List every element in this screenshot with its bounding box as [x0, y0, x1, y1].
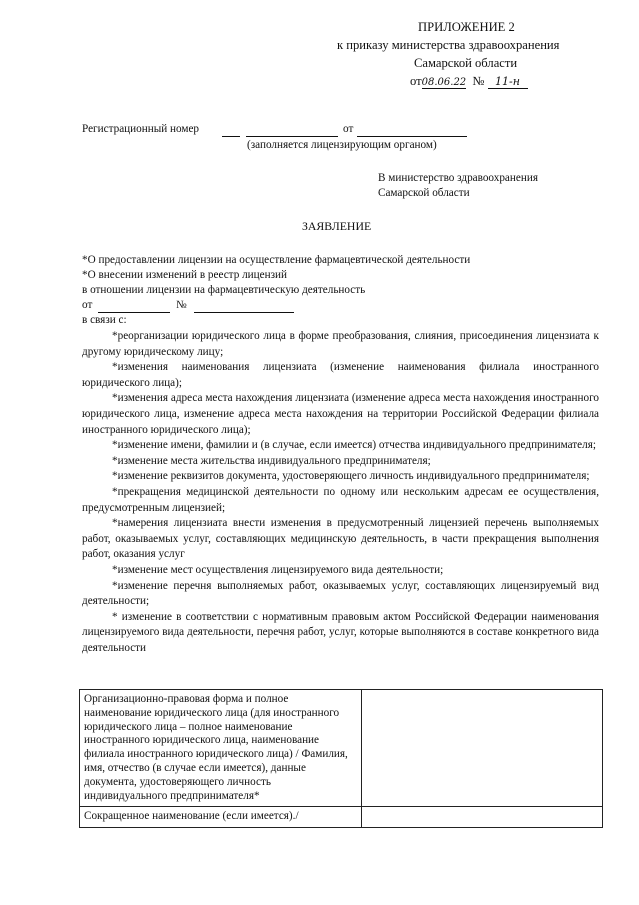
- addressee-line-1: В министерство здравоохранения: [378, 172, 538, 184]
- registration-date-blank[interactable]: [357, 136, 467, 137]
- table-row: [80, 690, 603, 807]
- reason-item: *изменения наименования лицензиата (изменение наименования филиала иностранного юридического лица);: [82, 361, 599, 389]
- reason-item: *прекращения медицинской деятельности по одному или нескольким адресам ее осуществления, предусмотренным лицензией;: [82, 485, 599, 514]
- addressee-line-2: Самарской области: [378, 187, 470, 199]
- reason-item: *изменение мест осуществления лицензируемого вида деятельности;: [112, 563, 444, 576]
- registration-number-blank-1[interactable]: [222, 136, 240, 137]
- registration-number-blank-2[interactable]: [246, 136, 338, 137]
- reason-item: *изменение перечня выполняемых работ, оказываемых услуг, составляющих лицензируемый вид деятельности;: [82, 579, 599, 608]
- document-title: ЗАЯВЛЕНИЕ: [302, 219, 372, 233]
- reason-item: *реорганизации юридического лица в форме преобразования, слияния, присоединения лицензиата к другому юридическому лицу;: [82, 330, 599, 358]
- reason-item: *изменение имени, фамилии и (в случае, если имеется) отчества индивидуального предпринимателя;: [112, 439, 596, 452]
- handwritten-number: 11-н: [488, 75, 528, 89]
- appendix-date-line: [410, 74, 528, 89]
- intro-line-registry-change: *О внесении изменений в реестр лицензий: [82, 269, 287, 281]
- short-name-label: Сокращенное наименование (если имеется)./: [80, 807, 362, 828]
- appendix-title: ПРИЛОЖЕНИЕ 2: [418, 20, 515, 34]
- number-prefix: №: [472, 74, 485, 88]
- license-number-blank[interactable]: [194, 312, 294, 313]
- license-from-label: от: [82, 299, 93, 311]
- reason-item: *изменение реквизитов документа, удостоверяющего личность индивидуального предпринимателя;: [112, 470, 590, 483]
- reason-item: * изменение в соответствии с нормативным правовым актом Российской Федерации наименования лицензируемого вида деятельности, перечня работ, услуг, которые выполняются в составе конкретного вида деятельности: [82, 610, 599, 654]
- intro-line-license-ref: в отношении лицензии на фармацевтическую деятельность: [82, 284, 366, 296]
- reasons-list: [82, 329, 599, 656]
- license-number-label: №: [176, 299, 187, 311]
- applicant-info-table: [79, 689, 603, 828]
- date-prefix: от: [410, 74, 422, 88]
- registration-note: (заполняется лицензирующим органом): [247, 139, 437, 151]
- org-name-field[interactable]: [362, 690, 603, 807]
- license-date-blank[interactable]: [98, 312, 170, 313]
- registration-number-label: Регистрационный номер: [82, 123, 200, 135]
- reason-item: *намерения лицензиата внести изменения в предусмотренный лицензией перечень выполняемых работ, оказываемых услуг, составляющих медицинскую деятельность, в части прекращения выполнения работ, оказания услуг: [82, 517, 599, 561]
- intro-line-license-grant: *О предоставлении лицензии на осуществление фармацевтической деятельности: [82, 254, 471, 266]
- reason-item: *изменения адреса места нахождения лицензиата (изменение адреса места нахождения иностранного юридического лица, изменение адреса места нахождения на территории Российской Федерации филиала иностранного юридического лица);: [82, 392, 599, 436]
- appendix-region-line: Самарской области: [414, 56, 518, 70]
- registration-from-label: от: [343, 123, 354, 135]
- short-name-field[interactable]: [362, 807, 603, 828]
- appendix-order-line: к приказу министерства здравоохранения: [337, 38, 560, 52]
- org-name-label: Организационно-правовая форма и полное наименование юридического лица (для иностранного юридического лица – полное наименование иностранного юридического лица, наименование филиала иностранного юридического лица) / Фамилия, имя, отчество (в случае если имеется), данные документа, удостоверяющего личность индивидуального предпринимателя*: [80, 690, 362, 807]
- in-connection-label: в связи с:: [82, 314, 127, 326]
- handwritten-date: 08.06.22: [421, 77, 467, 88]
- table-row: [80, 807, 603, 828]
- reason-item: *изменение места жительства индивидуального предпринимателя;: [112, 454, 431, 467]
